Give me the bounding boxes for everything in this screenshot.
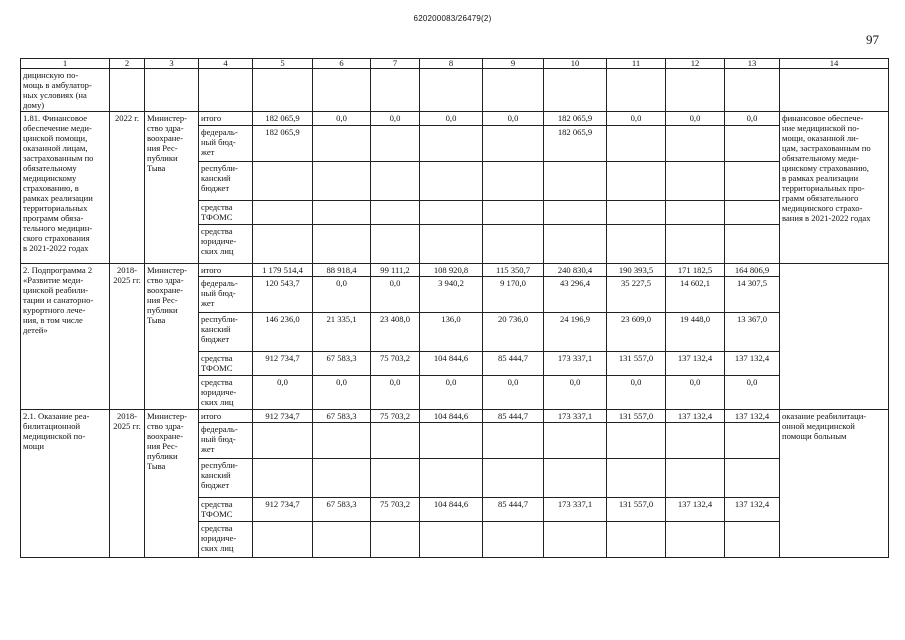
amount-cell: 0,0 (313, 112, 371, 126)
amount-cell (544, 423, 607, 459)
amount-cell (253, 201, 313, 225)
amount-cell (483, 423, 544, 459)
funding-source: средства ТФОМС (199, 201, 253, 225)
amount-cell (544, 201, 607, 225)
amount-cell: 137 132,4 (725, 498, 780, 522)
item-period: 2022 г. (110, 112, 145, 264)
funding-source: республи- канский бюджет (199, 162, 253, 201)
amount-cell: 88 918,4 (313, 264, 371, 277)
amount-cell: 104 844,6 (420, 410, 483, 423)
amount-cell (313, 522, 371, 558)
amount-cell: 120 543,7 (253, 277, 313, 313)
amount-cell (666, 423, 725, 459)
table-row (21, 112, 889, 126)
amount-cell: 75 703,2 (371, 498, 420, 522)
amount-cell: 131 557,0 (607, 352, 666, 376)
empty-cell (253, 69, 313, 112)
amount-cell (607, 201, 666, 225)
amount-cell (483, 126, 544, 162)
amount-cell: 104 844,6 (420, 498, 483, 522)
amount-cell: 0,0 (725, 376, 780, 410)
amount-cell: 173 337,1 (544, 410, 607, 423)
amount-cell: 131 557,0 (607, 410, 666, 423)
amount-cell: 0,0 (371, 277, 420, 313)
item-name: 2.1. Оказание реа- билитационной медицинской по- мощи (21, 410, 110, 558)
amount-cell (253, 225, 313, 264)
column-header: 11 (607, 59, 666, 69)
funding-source: средства юридиче- ских лиц (199, 522, 253, 558)
column-header: 1 (21, 59, 110, 69)
item-name: 2. Подпрограмма 2 «Развитие меди- цинской реабили- тации и санаторно- курортного лече- ния, в том числе детей» (21, 264, 110, 410)
amount-cell (371, 423, 420, 459)
amount-cell: 136,0 (420, 313, 483, 352)
amount-cell: 0,0 (666, 112, 725, 126)
amount-cell (607, 225, 666, 264)
continued-row (21, 69, 889, 112)
page-number: 97 (866, 32, 879, 47)
amount-cell: 182 065,9 (544, 112, 607, 126)
amount-cell: 24 196,9 (544, 313, 607, 352)
amount-cell (371, 162, 420, 201)
table-row (21, 410, 889, 423)
amount-cell: 182 065,9 (544, 126, 607, 162)
expected-result: финансовое обеспече- ние медицинской по- мощи, оказанной ли- цам, застрахованным по обязательному меди- цинскому страхованию, в рамках реализации территориальных про- грамм обязательного медицинского страхо- вания в 2021-2022 годах (780, 112, 889, 264)
amount-cell: 164 806,9 (725, 264, 780, 277)
budget-table (20, 58, 889, 558)
amount-cell: 99 111,2 (371, 264, 420, 277)
amount-cell (420, 126, 483, 162)
amount-cell (544, 522, 607, 558)
amount-cell: 13 367,0 (725, 313, 780, 352)
funding-source: средства ТФОМС (199, 498, 253, 522)
amount-cell (725, 162, 780, 201)
amount-cell (313, 162, 371, 201)
amount-cell (253, 522, 313, 558)
amount-cell: 0,0 (420, 376, 483, 410)
amount-cell (313, 201, 371, 225)
amount-cell (544, 162, 607, 201)
amount-cell: 173 337,1 (544, 498, 607, 522)
amount-cell (725, 225, 780, 264)
amount-cell (725, 459, 780, 498)
amount-cell: 146 236,0 (253, 313, 313, 352)
amount-cell: 108 920,8 (420, 264, 483, 277)
empty-cell (110, 69, 145, 112)
amount-cell (607, 423, 666, 459)
funding-source: федераль- ный бюд- жет (199, 277, 253, 313)
amount-cell: 67 583,3 (313, 352, 371, 376)
amount-cell (371, 126, 420, 162)
funding-source: итого (199, 264, 253, 277)
empty-cell (666, 69, 725, 112)
amount-cell (313, 459, 371, 498)
empty-cell (420, 69, 483, 112)
funding-source: федераль- ный бюд- жет (199, 126, 253, 162)
amount-cell (666, 162, 725, 201)
amount-cell: 0,0 (483, 376, 544, 410)
amount-cell (607, 126, 666, 162)
amount-cell: 0,0 (483, 112, 544, 126)
amount-cell: 0,0 (725, 112, 780, 126)
amount-cell: 14 602,1 (666, 277, 725, 313)
funding-source: итого (199, 410, 253, 423)
amount-cell: 1 179 514,4 (253, 264, 313, 277)
amount-cell (725, 423, 780, 459)
amount-cell (420, 225, 483, 264)
amount-cell: 912 734,7 (253, 498, 313, 522)
amount-cell (420, 162, 483, 201)
amount-cell: 182 065,9 (253, 112, 313, 126)
amount-cell (725, 201, 780, 225)
amount-cell: 912 734,7 (253, 410, 313, 423)
amount-cell: 137 132,4 (725, 410, 780, 423)
empty-cell (607, 69, 666, 112)
amount-cell: 137 132,4 (666, 352, 725, 376)
amount-cell: 137 132,4 (666, 498, 725, 522)
amount-cell (544, 225, 607, 264)
funding-source: федераль- ный бюд- жет (199, 423, 253, 459)
amount-cell (666, 522, 725, 558)
amount-cell (607, 522, 666, 558)
amount-cell: 43 296,4 (544, 277, 607, 313)
amount-cell (725, 126, 780, 162)
amount-cell: 190 393,5 (607, 264, 666, 277)
amount-cell: 0,0 (607, 112, 666, 126)
amount-cell: 9 170,0 (483, 277, 544, 313)
funding-source: республи- канский бюджет (199, 459, 253, 498)
amount-cell (483, 522, 544, 558)
column-header: 5 (253, 59, 313, 69)
empty-cell (544, 69, 607, 112)
amount-cell: 0,0 (371, 112, 420, 126)
item-executor: Министер- ство здра- воохране- ния Рес- публики Тыва (145, 410, 199, 558)
amount-cell (253, 162, 313, 201)
amount-cell (607, 162, 666, 201)
empty-cell (725, 69, 780, 112)
amount-cell: 131 557,0 (607, 498, 666, 522)
amount-cell (666, 126, 725, 162)
item-name: 1.81. Финансовое обеспечение меди- цинской помощи, оказанной лицам, застрахованным по обязательному медицинскому страхованию, в рамках реализации территориальных программ обяза- тельного медицин- ского страхования в 2021-2022 годах (21, 112, 110, 264)
amount-cell: 0,0 (666, 376, 725, 410)
amount-cell (420, 459, 483, 498)
column-header: 14 (780, 59, 889, 69)
row-name: дицинскую по- мощь в амбулатор- ных условиях (на дому) (21, 69, 110, 112)
amount-cell (420, 201, 483, 225)
amount-cell: 3 940,2 (420, 277, 483, 313)
amount-cell (666, 225, 725, 264)
amount-cell: 67 583,3 (313, 410, 371, 423)
item-period: 2018- 2025 гг. (110, 410, 145, 558)
column-header: 12 (666, 59, 725, 69)
amount-cell (253, 459, 313, 498)
amount-cell: 85 444,7 (483, 410, 544, 423)
column-header-row (21, 59, 889, 69)
amount-cell (420, 423, 483, 459)
expected-result: оказание реабилитаци- онной медицинской помощи больным (780, 410, 889, 558)
amount-cell: 67 583,3 (313, 498, 371, 522)
amount-cell: 0,0 (313, 376, 371, 410)
amount-cell (371, 459, 420, 498)
amount-cell: 85 444,7 (483, 352, 544, 376)
table-row (21, 264, 889, 277)
amount-cell: 171 182,5 (666, 264, 725, 277)
amount-cell: 35 227,5 (607, 277, 666, 313)
amount-cell: 912 734,7 (253, 352, 313, 376)
item-executor: Министер- ство здра- воохране- ния Рес- публики Тыва (145, 112, 199, 264)
item-period: 2018- 2025 гг. (110, 264, 145, 410)
amount-cell: 137 132,4 (725, 352, 780, 376)
amount-cell (313, 126, 371, 162)
funding-source: республи- канский бюджет (199, 313, 253, 352)
amount-cell: 0,0 (371, 376, 420, 410)
amount-cell (483, 459, 544, 498)
amount-cell (607, 459, 666, 498)
amount-cell: 85 444,7 (483, 498, 544, 522)
amount-cell: 23 609,0 (607, 313, 666, 352)
amount-cell (725, 522, 780, 558)
amount-cell (371, 225, 420, 264)
funding-source: средства ТФОМС (199, 352, 253, 376)
amount-cell (666, 459, 725, 498)
amount-cell: 0,0 (544, 376, 607, 410)
column-header: 8 (420, 59, 483, 69)
amount-cell: 0,0 (313, 277, 371, 313)
amount-cell (483, 162, 544, 201)
amount-cell (544, 459, 607, 498)
amount-cell: 20 736,0 (483, 313, 544, 352)
amount-cell: 173 337,1 (544, 352, 607, 376)
column-header: 9 (483, 59, 544, 69)
funding-source: итого (199, 112, 253, 126)
empty-cell (145, 69, 199, 112)
amount-cell (313, 423, 371, 459)
empty-cell (199, 69, 253, 112)
amount-cell: 240 830,4 (544, 264, 607, 277)
empty-cell (371, 69, 420, 112)
empty-cell (313, 69, 371, 112)
amount-cell: 19 448,0 (666, 313, 725, 352)
amount-cell (483, 225, 544, 264)
amount-cell (483, 201, 544, 225)
column-header: 7 (371, 59, 420, 69)
expected-result (780, 264, 889, 410)
amount-cell: 0,0 (420, 112, 483, 126)
document-id: 620200083/26479(2) (413, 14, 492, 23)
amount-cell (253, 423, 313, 459)
amount-cell: 21 335,1 (313, 313, 371, 352)
amount-cell: 14 307,5 (725, 277, 780, 313)
amount-cell: 182 065,9 (253, 126, 313, 162)
amount-cell (420, 522, 483, 558)
funding-source: средства юридиче- ских лиц (199, 376, 253, 410)
empty-cell (780, 69, 889, 112)
amount-cell (313, 225, 371, 264)
amount-cell: 75 703,2 (371, 352, 420, 376)
column-header: 4 (199, 59, 253, 69)
amount-cell (371, 201, 420, 225)
column-header: 2 (110, 59, 145, 69)
amount-cell: 23 408,0 (371, 313, 420, 352)
amount-cell: 115 350,7 (483, 264, 544, 277)
amount-cell (666, 201, 725, 225)
empty-cell (483, 69, 544, 112)
amount-cell: 137 132,4 (666, 410, 725, 423)
column-header: 3 (145, 59, 199, 69)
column-header: 13 (725, 59, 780, 69)
column-header: 10 (544, 59, 607, 69)
amount-cell (371, 522, 420, 558)
item-executor: Министер- ство здра- воохране- ния Рес- публики Тыва (145, 264, 199, 410)
amount-cell: 0,0 (607, 376, 666, 410)
amount-cell: 0,0 (253, 376, 313, 410)
amount-cell: 75 703,2 (371, 410, 420, 423)
funding-source: средства юридиче- ских лиц (199, 225, 253, 264)
column-header: 6 (313, 59, 371, 69)
amount-cell: 104 844,6 (420, 352, 483, 376)
